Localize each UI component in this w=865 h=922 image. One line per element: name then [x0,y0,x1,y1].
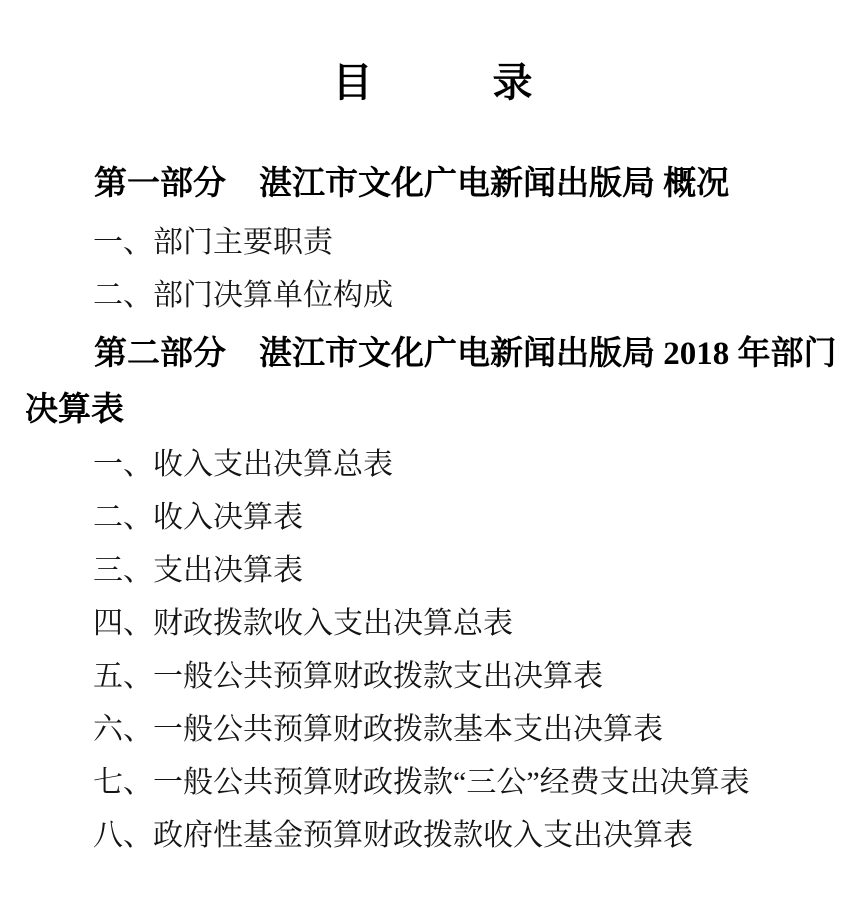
toc-item-part2-3: 三、支出决算表 [93,554,303,587]
toc-item-part2-6: 六、一般公共预算财政拨款基本支出决算表 [93,713,663,746]
document-page [0,55,865,922]
page-title: 目 录 [332,60,533,105]
toc-item-part2-7: 七、一般公共预算财政拨款“三公”经费支出决算表 [93,766,750,799]
toc-item-part2-8: 八、政府性基金预算财政拨款收入支出决算表 [93,819,693,852]
toc-item-part2-4: 四、财政拨款收入支出决算总表 [93,607,513,640]
part2-heading-line2: 决算表 [25,392,124,428]
part2-heading [25,326,840,438]
toc-item-part2-2: 二、收入决算表 [93,501,303,534]
toc-item-part1-2: 二、部门决算单位构成 [93,279,393,312]
toc-item-part2-5: 五、一般公共预算财政拨款支出决算表 [93,660,603,693]
part2-heading-line1: 第二部分 湛江市文化广电新闻出版局 2018 年部门 [94,336,837,372]
toc-item-part1-1: 一、部门主要职责 [93,226,333,259]
part1-heading: 第一部分 湛江市文化广电新闻出版局 概况 [94,166,730,202]
toc-item-part2-1: 一、收入支出决算总表 [93,448,393,481]
